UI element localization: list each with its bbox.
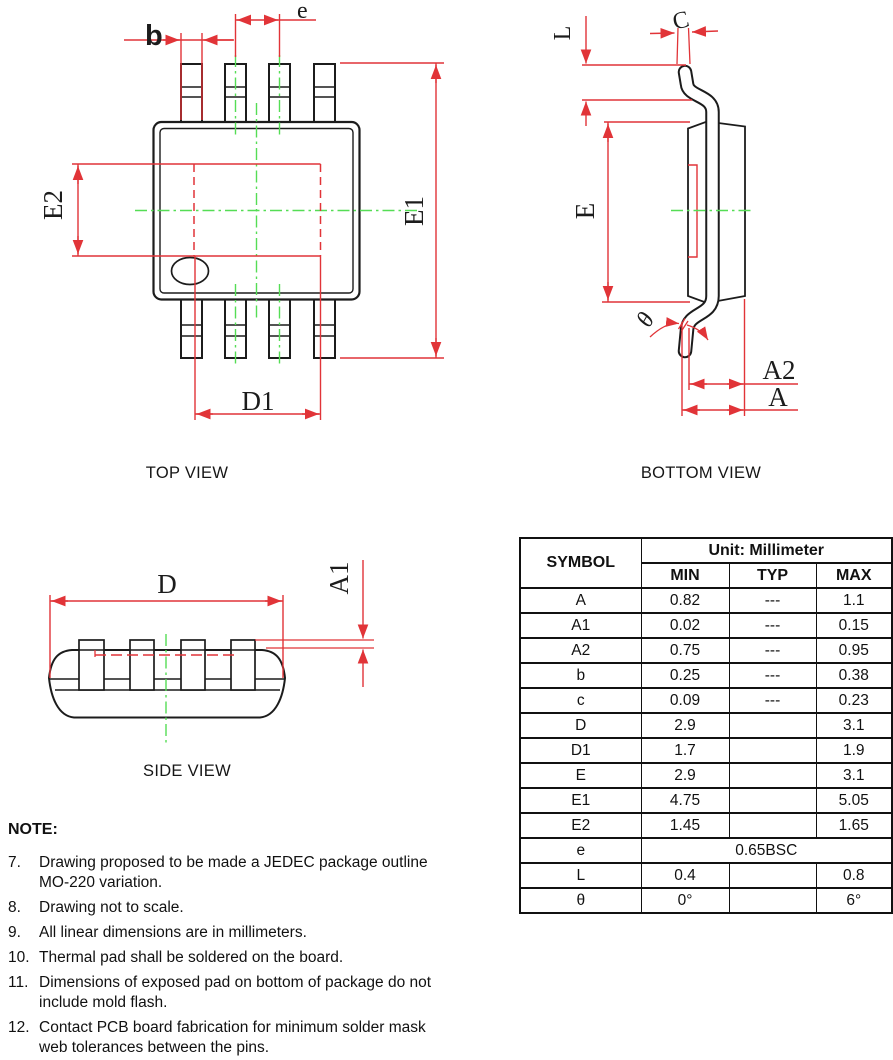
dimension-b [124, 20, 234, 120]
typ-cell: --- [729, 688, 816, 713]
side-view-caption: SIDE VIEW [143, 762, 231, 780]
note-item [8, 923, 488, 943]
table-header-unit: Unit: Millimeter [641, 538, 892, 563]
max-cell: 0.38 [816, 663, 892, 688]
typ-cell [729, 788, 816, 813]
typ-cell: --- [729, 638, 816, 663]
table-row [520, 688, 892, 713]
max-cell: 1.1 [816, 588, 892, 613]
symbol-cell: E1 [520, 788, 641, 813]
note-number: 10. [8, 949, 30, 966]
note-number: 7. [8, 854, 21, 871]
max-cell: 0.23 [816, 688, 892, 713]
min-cell: 0.09 [641, 688, 729, 713]
pin [181, 299, 202, 358]
table-row [520, 588, 892, 613]
table-header-typ: TYP [729, 563, 816, 588]
bottom-pins [181, 299, 335, 358]
table-row [520, 663, 892, 688]
typ-cell [729, 813, 816, 838]
symbol-cell: A2 [520, 638, 641, 663]
min-cell: 0.02 [641, 613, 729, 638]
typ-cell [729, 888, 816, 913]
bottom-view-caption: BOTTOM VIEW [640, 464, 762, 482]
dim-label-C: C [670, 6, 692, 36]
note-text: Contact PCB board fabrication for minimum solder mask web tolerances between the pins. [39, 1019, 426, 1056]
side-view [49, 560, 374, 780]
table-header-max: MAX [816, 563, 892, 588]
pin [314, 299, 335, 358]
dimension-C [650, 6, 718, 64]
table-row [520, 788, 892, 813]
bottom-view [550, 6, 798, 482]
max-cell: 3.1 [816, 713, 892, 738]
table-header-symbol: SYMBOL [520, 538, 641, 588]
dim-label-A2: A2 [762, 355, 796, 385]
typ-cell: --- [729, 663, 816, 688]
note-item [8, 898, 488, 918]
max-cell: 0.95 [816, 638, 892, 663]
min-cell: 2.9 [641, 763, 729, 788]
notes-section [8, 820, 488, 1060]
min-cell: 0.4 [641, 863, 729, 888]
min-cell: 1.45 [641, 813, 729, 838]
max-cell: 0.8 [816, 863, 892, 888]
note-number: 12. [8, 1019, 30, 1036]
dimension-E [570, 122, 690, 302]
note-number: 11. [8, 974, 29, 991]
note-item [8, 1018, 488, 1058]
typ-cell [729, 713, 816, 738]
typ-cell [729, 863, 816, 888]
symbol-cell: θ [520, 888, 641, 913]
symbol-cell: D1 [520, 738, 641, 763]
min-cell: 2.9 [641, 713, 729, 738]
note-item [8, 853, 488, 893]
dimension-table [519, 537, 893, 914]
max-cell: 1.9 [816, 738, 892, 763]
note-text: All linear dimensions are in millimeters. [39, 924, 307, 941]
note-item [8, 948, 488, 968]
note-number: 8. [8, 899, 21, 916]
symbol-cell: E [520, 763, 641, 788]
pin [181, 64, 202, 122]
max-cell: 1.65 [816, 813, 892, 838]
symbol-cell: c [520, 688, 641, 713]
table-row [520, 713, 892, 738]
typ-cell [729, 763, 816, 788]
dim-label-A: A [768, 382, 788, 412]
table-row [520, 763, 892, 788]
note-text: Drawing not to scale. [39, 899, 184, 916]
note-item [8, 973, 488, 1013]
symbol-cell: A [520, 588, 641, 613]
min-cell: 1.7 [641, 738, 729, 763]
dim-label-theta: θ [631, 308, 661, 332]
notes-list [8, 853, 488, 1058]
table-row [520, 888, 892, 913]
table-row [520, 813, 892, 838]
dim-label-b: b [145, 20, 163, 52]
note-text: Drawing proposed to be made a JEDEC package outline MO-220 variation. [39, 854, 428, 891]
dimension-e [236, 0, 317, 57]
top-pins [181, 64, 335, 122]
min-cell: 0.82 [641, 588, 729, 613]
typ-cell [729, 738, 816, 763]
dim-label-L: L [550, 25, 576, 41]
max-cell: 6° [816, 888, 892, 913]
notes-title: NOTE: [8, 821, 58, 838]
note-number: 9. [8, 924, 21, 941]
symbol-cell: b [520, 663, 641, 688]
min-cell: 4.75 [641, 788, 729, 813]
table-row [520, 863, 892, 888]
max-cell: 3.1 [816, 763, 892, 788]
table-row [520, 613, 892, 638]
note-text: Thermal pad shall be soldered on the board. [39, 949, 344, 966]
symbol-cell: A1 [520, 613, 641, 638]
symbol-cell: e [520, 838, 641, 863]
min-cell: 0.75 [641, 638, 729, 663]
max-cell: 5.05 [816, 788, 892, 813]
table-header-min: MIN [641, 563, 729, 588]
min-cell: 0° [641, 888, 729, 913]
pin [314, 64, 335, 122]
table-row [520, 638, 892, 663]
dim-label-E1: E1 [399, 196, 429, 226]
symbol-cell: E2 [520, 813, 641, 838]
typ-cell: --- [729, 588, 816, 613]
table-row [520, 738, 892, 763]
dim-label-e: e [297, 0, 308, 24]
table-row [520, 838, 892, 863]
max-cell: 0.15 [816, 613, 892, 638]
min-cell: 0.25 [641, 663, 729, 688]
typ-cell: --- [729, 613, 816, 638]
dim-label-D: D [157, 569, 177, 599]
dim-label-E: E [570, 202, 600, 220]
dim-label-E2: E2 [38, 190, 68, 220]
top-view [38, 0, 444, 482]
top-view-caption: TOP VIEW [145, 464, 229, 482]
span-value-cell: 0.65BSC [641, 838, 892, 863]
note-text: Dimensions of exposed pad on bottom of package do not include mold flash. [39, 974, 432, 1011]
dim-label-A1: A1 [324, 561, 354, 595]
symbol-cell: D [520, 713, 641, 738]
symbol-cell: L [520, 863, 641, 888]
dim-label-D1: D1 [241, 386, 275, 416]
